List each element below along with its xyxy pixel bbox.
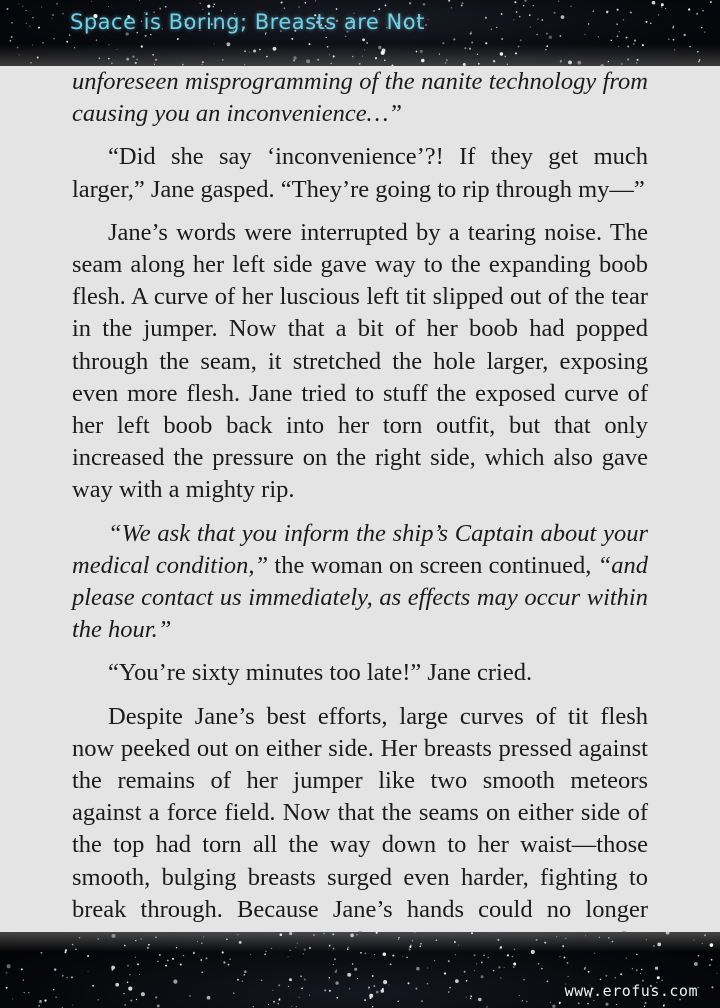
watermark: www.erofus.com — [564, 982, 698, 1000]
page-header — [0, 0, 720, 66]
page-footer — [0, 932, 720, 1008]
paragraph — [72, 141, 648, 205]
page-body-text — [72, 66, 648, 969]
text-run: Despite Jane’s best efforts, large curves of tit flesh now peeked out on either side. Her breasts pressed against the remains of her jumper like two smooth meteors against a force field. Now that the seams on either side of the top had torn all the way down to her waist—those smooth, bulging breasts surged even harder, fighting to break through. Because Jane’s hands could no longer — [72, 702, 648, 923]
italic-text-run: “We ask that you inform the ship’s Captain about your medical condition,” — [72, 519, 648, 579]
italic-text-run: unforeseen misprogramming of the nanite technology from causing you an inconvenience…” — [72, 68, 648, 128]
italic-text-run: “and please contact us immediately, as effects may occur within the hour.” — [72, 551, 648, 644]
paragraph — [72, 701, 648, 959]
paragraph — [72, 217, 648, 507]
text-run: “You’re sixty minutes too late!” Jane cried. — [108, 659, 533, 687]
paragraph — [72, 657, 648, 689]
paragraph — [72, 518, 648, 647]
paragraph — [72, 66, 648, 130]
text-run: Jane’s words were interrupted by a tearing noise. The seam along her left side gave way to the expanding boob flesh. A curve of her luscious left tit slipped out of the tear in the jumper. Now that a bit of her boob had popped through the seam, it stretched the hole larger, exposing even more flesh. Jane tried to stuff the exposed curve of her left boob back into her torn outfit, but that only increased the pressure on the right side, which also gave way with a mighty rip. — [72, 218, 648, 504]
text-run: the woman on screen continued, — [268, 551, 598, 579]
book-title: Space is Boring; Breasts are Not — [70, 10, 425, 34]
text-run: “Did she say ‘inconvenience’?! If they get much larger,” Jane gasped. “They’re going to rip through my—” — [72, 143, 648, 203]
